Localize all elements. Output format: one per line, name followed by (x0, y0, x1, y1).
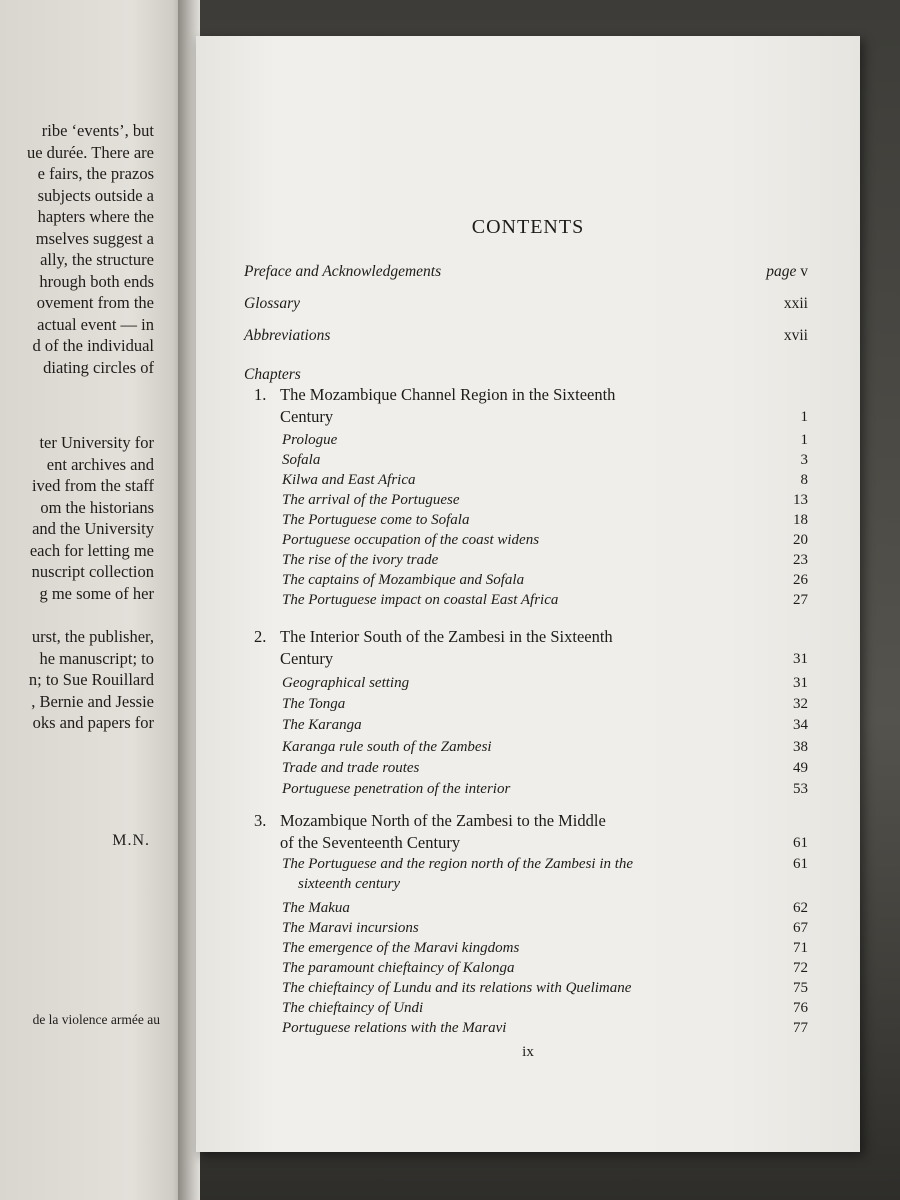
chapter-title-cont: of the Seventeenth Century (280, 833, 461, 852)
left-line: n; to Sue Rouillard (28, 670, 154, 689)
section-page: 34 (793, 717, 808, 733)
chapter-title-cont: Century (280, 649, 334, 668)
left-line: mselves suggest a (35, 228, 154, 248)
section-title: Sofala (282, 452, 321, 468)
section-row (282, 550, 808, 570)
section-title: The emergence of the Maravi kingdoms (282, 940, 520, 956)
section-title: The Portuguese come to Sofala (282, 512, 470, 528)
section-row (282, 998, 808, 1018)
left-page (0, 0, 188, 1200)
page-number: xvii (783, 327, 808, 344)
left-line: nuscript collection (31, 562, 154, 581)
front-matter-row (244, 327, 808, 349)
left-line: hapters where the (37, 207, 154, 226)
section-title: The Tonga (282, 696, 346, 712)
section-row (282, 779, 808, 799)
left-line: , Bernie and Jessie (31, 691, 154, 711)
left-line: hrough both ends (39, 271, 154, 291)
section-row (282, 510, 808, 530)
section-row (282, 938, 808, 958)
section-title: The chieftaincy of Undi (282, 1000, 424, 1016)
left-line: ent archives and (46, 454, 154, 474)
section-title: Geographical setting (282, 675, 410, 691)
left-line: e fairs, the prazos (37, 164, 154, 183)
left-line: urst, the publisher, (31, 627, 154, 646)
page-folio: ix (522, 1044, 534, 1060)
chapters-label: Chapters (244, 366, 301, 383)
section-page: 53 (793, 781, 808, 797)
section-page: 26 (793, 572, 808, 588)
section-page: 77 (793, 1020, 808, 1036)
section-row (282, 673, 808, 693)
section-row (282, 530, 808, 550)
page-title: CONTENTS (471, 216, 585, 238)
section-title: The paramount chieftaincy of Kalonga (282, 960, 515, 976)
front-matter-label: Glossary (244, 295, 300, 312)
left-line: and the University (32, 519, 154, 538)
left-line: ter University for (39, 433, 154, 452)
section-row (282, 470, 808, 490)
left-line: diating circles of (43, 357, 154, 377)
section-title: Portuguese occupation of the coast widens (282, 532, 540, 548)
front-matter-label: Abbreviations (244, 327, 331, 344)
left-page-text (0, 120, 154, 734)
left-line: ovement from the (36, 293, 154, 312)
section-row (282, 958, 808, 978)
section-title: The Karanga (282, 717, 362, 733)
left-line: d of the individual (32, 336, 154, 355)
section-title-cont: sixteenth century (298, 876, 401, 892)
left-line: subjects outside a (37, 185, 154, 205)
section-title: Trade and trade routes (282, 760, 420, 776)
section-title: The arrival of the Portuguese (282, 492, 460, 508)
section-page: 27 (793, 592, 808, 608)
section-row (282, 1018, 808, 1038)
section-row (282, 694, 808, 714)
chapter-number: 1. (254, 385, 267, 404)
chapter-page: 31 (793, 651, 808, 667)
section-title: Prologue (282, 432, 338, 448)
section-page: 71 (793, 940, 808, 956)
section-title: The Makua (282, 900, 350, 916)
left-line: g me some of her (39, 583, 154, 603)
section-title: The captains of Mozambique and Sofala (282, 572, 525, 588)
chapter-heading (254, 384, 808, 428)
chapter-page: 61 (793, 835, 808, 851)
chapter-number: 3. (254, 811, 267, 830)
chapter-number: 2. (254, 627, 267, 646)
page-number: v (800, 263, 808, 280)
section-title: Kilwa and East Africa (282, 472, 416, 488)
front-matter-row (244, 295, 808, 317)
section-page: 67 (793, 920, 808, 936)
section-row (282, 737, 808, 757)
contents-page (196, 36, 860, 1152)
section-page: 32 (793, 696, 808, 712)
left-line: each for letting me (29, 540, 154, 560)
left-line: actual event — in (37, 314, 154, 334)
section-page: 1 (800, 432, 808, 448)
left-line: oks and papers for (32, 713, 154, 732)
section-title: The Portuguese and the region north of the Zambesi in the (282, 856, 634, 872)
section-row (282, 490, 808, 510)
chapter-title: The Interior South of the Zambesi in the Sixteenth (280, 627, 613, 646)
chapter-title-cont: Century (280, 407, 334, 426)
section-title: The Portuguese impact on coastal East Africa (282, 592, 559, 608)
section-row (282, 450, 808, 470)
section-row (282, 715, 808, 735)
front-matter-label: Preface and Acknowledgements (244, 263, 442, 280)
section-page: 76 (793, 1000, 808, 1016)
section-row (282, 918, 808, 938)
section-title: Portuguese relations with the Maravi (282, 1020, 507, 1036)
section-page: 13 (793, 492, 808, 508)
section-title: Karanga rule south of the Zambesi (282, 739, 492, 755)
section-page: 38 (793, 739, 808, 755)
section-page: 18 (793, 512, 808, 528)
chapter-page: 1 (800, 409, 808, 425)
page-number: xxii (783, 295, 808, 312)
section-page: 61 (793, 856, 808, 872)
section-page: 20 (793, 532, 808, 548)
section-page: 31 (793, 675, 808, 691)
section-title: The rise of the ivory trade (282, 552, 439, 568)
left-footnote: de la violence armée au (32, 1012, 160, 1027)
section-page: 49 (793, 760, 808, 776)
section-page: 8 (800, 472, 808, 488)
chapter-title: The Mozambique Channel Region in the Sixteenth (280, 385, 616, 404)
section-page: 23 (793, 552, 808, 568)
page-prefix: page (766, 263, 797, 280)
section-row-wrapped (282, 854, 808, 894)
front-matter-page (766, 263, 808, 281)
section-row (282, 978, 808, 998)
front-matter-row (244, 263, 808, 285)
section-title: The Maravi incursions (282, 920, 419, 936)
section-row (282, 570, 808, 590)
section-title: The chieftaincy of Lundu and its relations with Quelimane (282, 980, 632, 996)
left-line: ribe ‘events’, but (41, 121, 154, 140)
section-row (282, 430, 808, 450)
left-line: he manuscript; to (39, 648, 154, 668)
left-line: ue durée. There are (26, 142, 154, 162)
chapter-heading (254, 626, 808, 670)
left-line: om the historians (40, 497, 154, 517)
left-line: ived from the staff (31, 476, 154, 495)
section-row (282, 758, 808, 778)
chapter-title: Mozambique North of the Zambesi to the Middle (280, 811, 606, 830)
chapter-heading (254, 810, 808, 854)
section-row (282, 898, 808, 918)
section-page: 75 (793, 980, 808, 996)
section-row (282, 590, 808, 610)
section-title: Portuguese penetration of the interior (282, 781, 511, 797)
left-line: ally, the structure (40, 250, 154, 269)
section-page: 62 (793, 900, 808, 916)
section-page: 3 (800, 452, 808, 468)
left-signature: M.N. (112, 832, 150, 849)
section-page: 72 (793, 960, 808, 976)
